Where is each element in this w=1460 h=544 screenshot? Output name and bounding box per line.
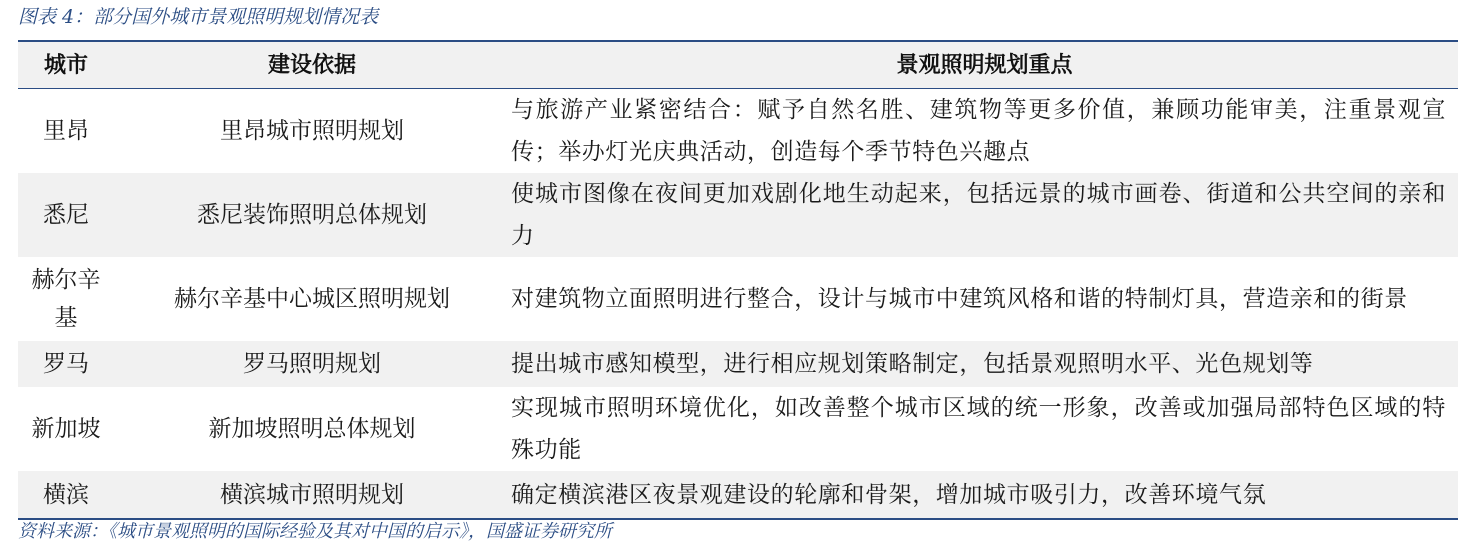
focus-cell: 提出城市感知模型，进行相应规划策略制定，包括景观照明水平、光色规划等 (511, 351, 1314, 377)
city-cell: 罗马 (43, 351, 89, 377)
city-cell: 里昂 (43, 118, 89, 144)
table-row (18, 173, 1458, 257)
focus-cell: 确定横滨港区夜景观建设的轮廓和骨架，增加城市吸引力，改善环境气氛 (511, 481, 1267, 508)
table-header (18, 42, 1458, 88)
focus-cell: 对建筑物立面照明进行整合，设计与城市中建筑风格和谐的特制灯具，营造亲和的街景 (511, 286, 1408, 312)
table-row (18, 257, 1458, 341)
basis-cell: 悉尼装饰照明总体规划 (197, 202, 427, 228)
basis-cell: 新加坡照明总体规划 (208, 416, 416, 442)
city-cell: 新加坡 (31, 416, 101, 442)
table-row (18, 341, 1458, 387)
table-row (18, 471, 1458, 518)
table-title: 图表 4：部分国外城市景观照明规划情况表 (18, 6, 379, 28)
header-city: 城市 (43, 52, 88, 78)
basis-cell: 罗马照明规划 (243, 351, 381, 377)
city-cell: 横滨 (43, 481, 89, 508)
table-row (18, 89, 1458, 173)
focus-cell: 使城市图像在夜间更加戏剧化地生动起来，包括远景的城市画卷、街道和公共空间的亲和力 (511, 181, 1446, 249)
source-note: 资料来源：《城市景观照明的国际经验及其对中国的启示》，国盛证券研究所 (18, 521, 612, 542)
city-cell: 赫尔辛基 (31, 267, 101, 331)
city-cell: 悉尼 (43, 202, 89, 228)
focus-cell: 实现城市照明环境优化，如改善整个城市区域的统一形象，改善或加强局部特色区域的特殊功能 (511, 395, 1446, 463)
basis-cell: 里昂城市照明规划 (220, 118, 404, 144)
table-row (18, 387, 1458, 471)
basis-cell: 横滨城市照明规划 (220, 481, 404, 508)
bottom-rule (18, 518, 1458, 520)
basis-cell: 赫尔辛基中心城区照明规划 (174, 286, 450, 312)
header-focus: 景观照明规划重点 (896, 52, 1073, 78)
focus-cell: 与旅游产业紧密结合：赋予自然名胜、建筑物等更多价值，兼顾功能审美，注重景观宣传；举办灯光庆典活动，创造每个季节特色兴趣点 (511, 97, 1446, 165)
header-basis: 建设依据 (267, 52, 356, 78)
